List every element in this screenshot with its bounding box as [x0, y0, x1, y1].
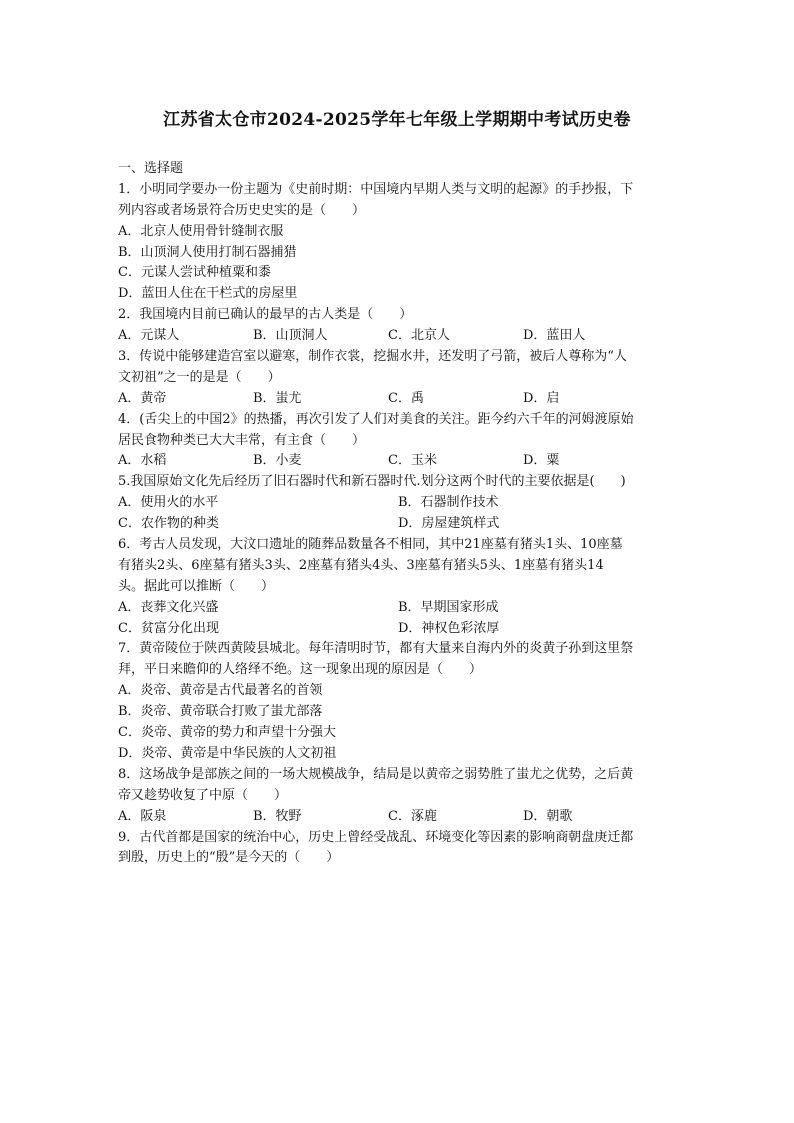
exam-content: [118, 159, 678, 869]
section-heading: 一、选择题: [118, 161, 184, 176]
question-9-stem-line-2: 到殷，历史上的“殷”是今天的（ ）: [118, 850, 340, 866]
question-5-stem: 5.我国原始文化先后经历了旧石器时代和新石器时代.划分这两个时代的主要依据是( ): [118, 474, 626, 490]
question-3-stem-line-2: 文初祖”之一的是是（ ）: [118, 369, 281, 385]
question-8-option-c: C．涿鹿: [388, 808, 437, 824]
question-1-stem-line-2: 列内容或者场景符合历史史实的是（ ）: [118, 202, 366, 218]
question-4-option-c: C．玉米: [388, 453, 437, 469]
question-6-stem-line-3: 头。据此可以推断（ ）: [118, 578, 275, 594]
question-5-option-d: D．房屋建筑样式: [398, 516, 500, 532]
question-4-option-b: B．小麦: [253, 453, 302, 469]
question-4-option-d: D．粟: [523, 453, 560, 469]
question-8-option-a: A．阪泉: [118, 808, 167, 824]
question-6-option-b: B．早期国家形成: [398, 599, 499, 615]
question-1-stem-line-1: 1．小明同学要办一份主题为《史前时期：中国境内早期人类与文明的起源》的手抄报，下: [118, 181, 634, 197]
question-8-option-d: D．朝歌: [523, 808, 573, 824]
question-6-options-row-1: [118, 598, 678, 619]
question-6-option-a: A．丧葬文化兴盛: [118, 599, 219, 615]
question-1-option-c: C．元谋人尝试种植粟和黍: [118, 265, 271, 281]
question-3-option-a: A．黄帝: [118, 390, 167, 406]
question-4-stem-line-2: 居民食物种类已大大丰常，有主食（ ）: [118, 432, 366, 448]
question-7-option-d: D．炎帝、黄帝是中华民族的人文初祖: [118, 745, 337, 761]
question-6-stem-line-1: 6．考古人员发现，大汶口遗址的随葬品数量各不相同，其中21座墓有猪头1头、10座墓: [118, 537, 623, 553]
question-9-stem-line-1: 9．古代首都是国家的统治中心，历史上曾经受战乱、环境变化等因素的影响商朝盘庚迁都: [118, 829, 634, 845]
question-1-option-b: B．山顶洞人使用打制石器捕猎: [118, 244, 297, 260]
question-6-options-row-2: [118, 619, 678, 640]
question-4-options: [118, 451, 678, 472]
question-3-option-c: C．禹: [388, 390, 424, 406]
question-3-option-b: B．蚩尤: [253, 390, 302, 406]
question-3-options: [118, 389, 678, 410]
question-5-options-row-1: [118, 493, 678, 514]
question-5-options-row-2: [118, 514, 678, 535]
question-7-stem-line-2: 拜，平日来瞻仰的人络绎不绝。这一现象出现的原因是（ ）: [118, 662, 483, 678]
question-4-option-a: A．水稻: [118, 453, 167, 469]
question-2-option-a: A．元谋人: [118, 328, 180, 344]
question-7-option-b: B．炎帝、黄帝联合打败了蚩尤部落: [118, 704, 323, 720]
question-1-option-d: D．蓝田人住在干栏式的房屋里: [118, 286, 298, 302]
question-5-option-c: C．农作物的种类: [118, 516, 219, 532]
question-7-stem-line-1: 7．黄帝陵位于陕西黄陵县城北。每年清明时节，都有大量来自海内外的炎黄子孙到这里祭: [118, 641, 634, 657]
question-2-option-d: D．蓝田人: [523, 328, 586, 344]
question-6-option-c: C．贫富分化出现: [118, 620, 219, 636]
question-1-option-a: A．北京人使用骨针缝制衣服: [118, 223, 284, 239]
question-8-stem-line-2: 帝又趁势收复了中原（ ）: [118, 787, 288, 803]
question-2-stem: 2．我国境内目前已确认的最早的古人类是（ ）: [118, 307, 413, 323]
question-6-stem-line-2: 有猪头2头、6座墓有猪头3头、2座墓有猪头4头、3座墓有猪头5头、1座墓有猪头14: [118, 557, 604, 573]
question-3-stem-line-1: 3．传说中能够建造宫室以避寒，制作衣裳，挖掘水井，还发明了弓箭，被后人尊称为“人: [118, 349, 627, 365]
question-3-option-d: D．启: [523, 390, 560, 406]
question-2-option-b: B．山顶洞人: [253, 328, 328, 344]
question-4-stem-line-1: 4．(舌尖上的中国2》的热播，再次引发了人们对美食的关注。距今约六千年的河姆渡原始: [118, 411, 634, 427]
question-7-option-a: A．炎帝、黄帝是古代最著名的首领: [118, 683, 323, 699]
question-2-options: [118, 326, 678, 347]
question-8-option-b: B．牧野: [253, 808, 302, 824]
exam-title: 江苏省太仓市2024-2025学年七年级上学期期中考试历史卷: [163, 110, 631, 130]
question-2-option-c: C．北京人: [388, 328, 450, 344]
question-8-options: [118, 807, 678, 828]
question-5-option-b: B．石器制作技术: [398, 495, 499, 511]
question-5-option-a: A．使用火的水平: [118, 495, 219, 511]
question-6-option-d: D．神权色彩浓厚: [398, 620, 500, 636]
question-7-option-c: C．炎帝、黄帝的势力和声望十分强大: [118, 725, 336, 741]
question-8-stem-line-1: 8．这场战争是部族之间的一场大规模战争，结局是以黄帝之弱势胜了蚩尤之优势，之后黄: [118, 766, 634, 782]
